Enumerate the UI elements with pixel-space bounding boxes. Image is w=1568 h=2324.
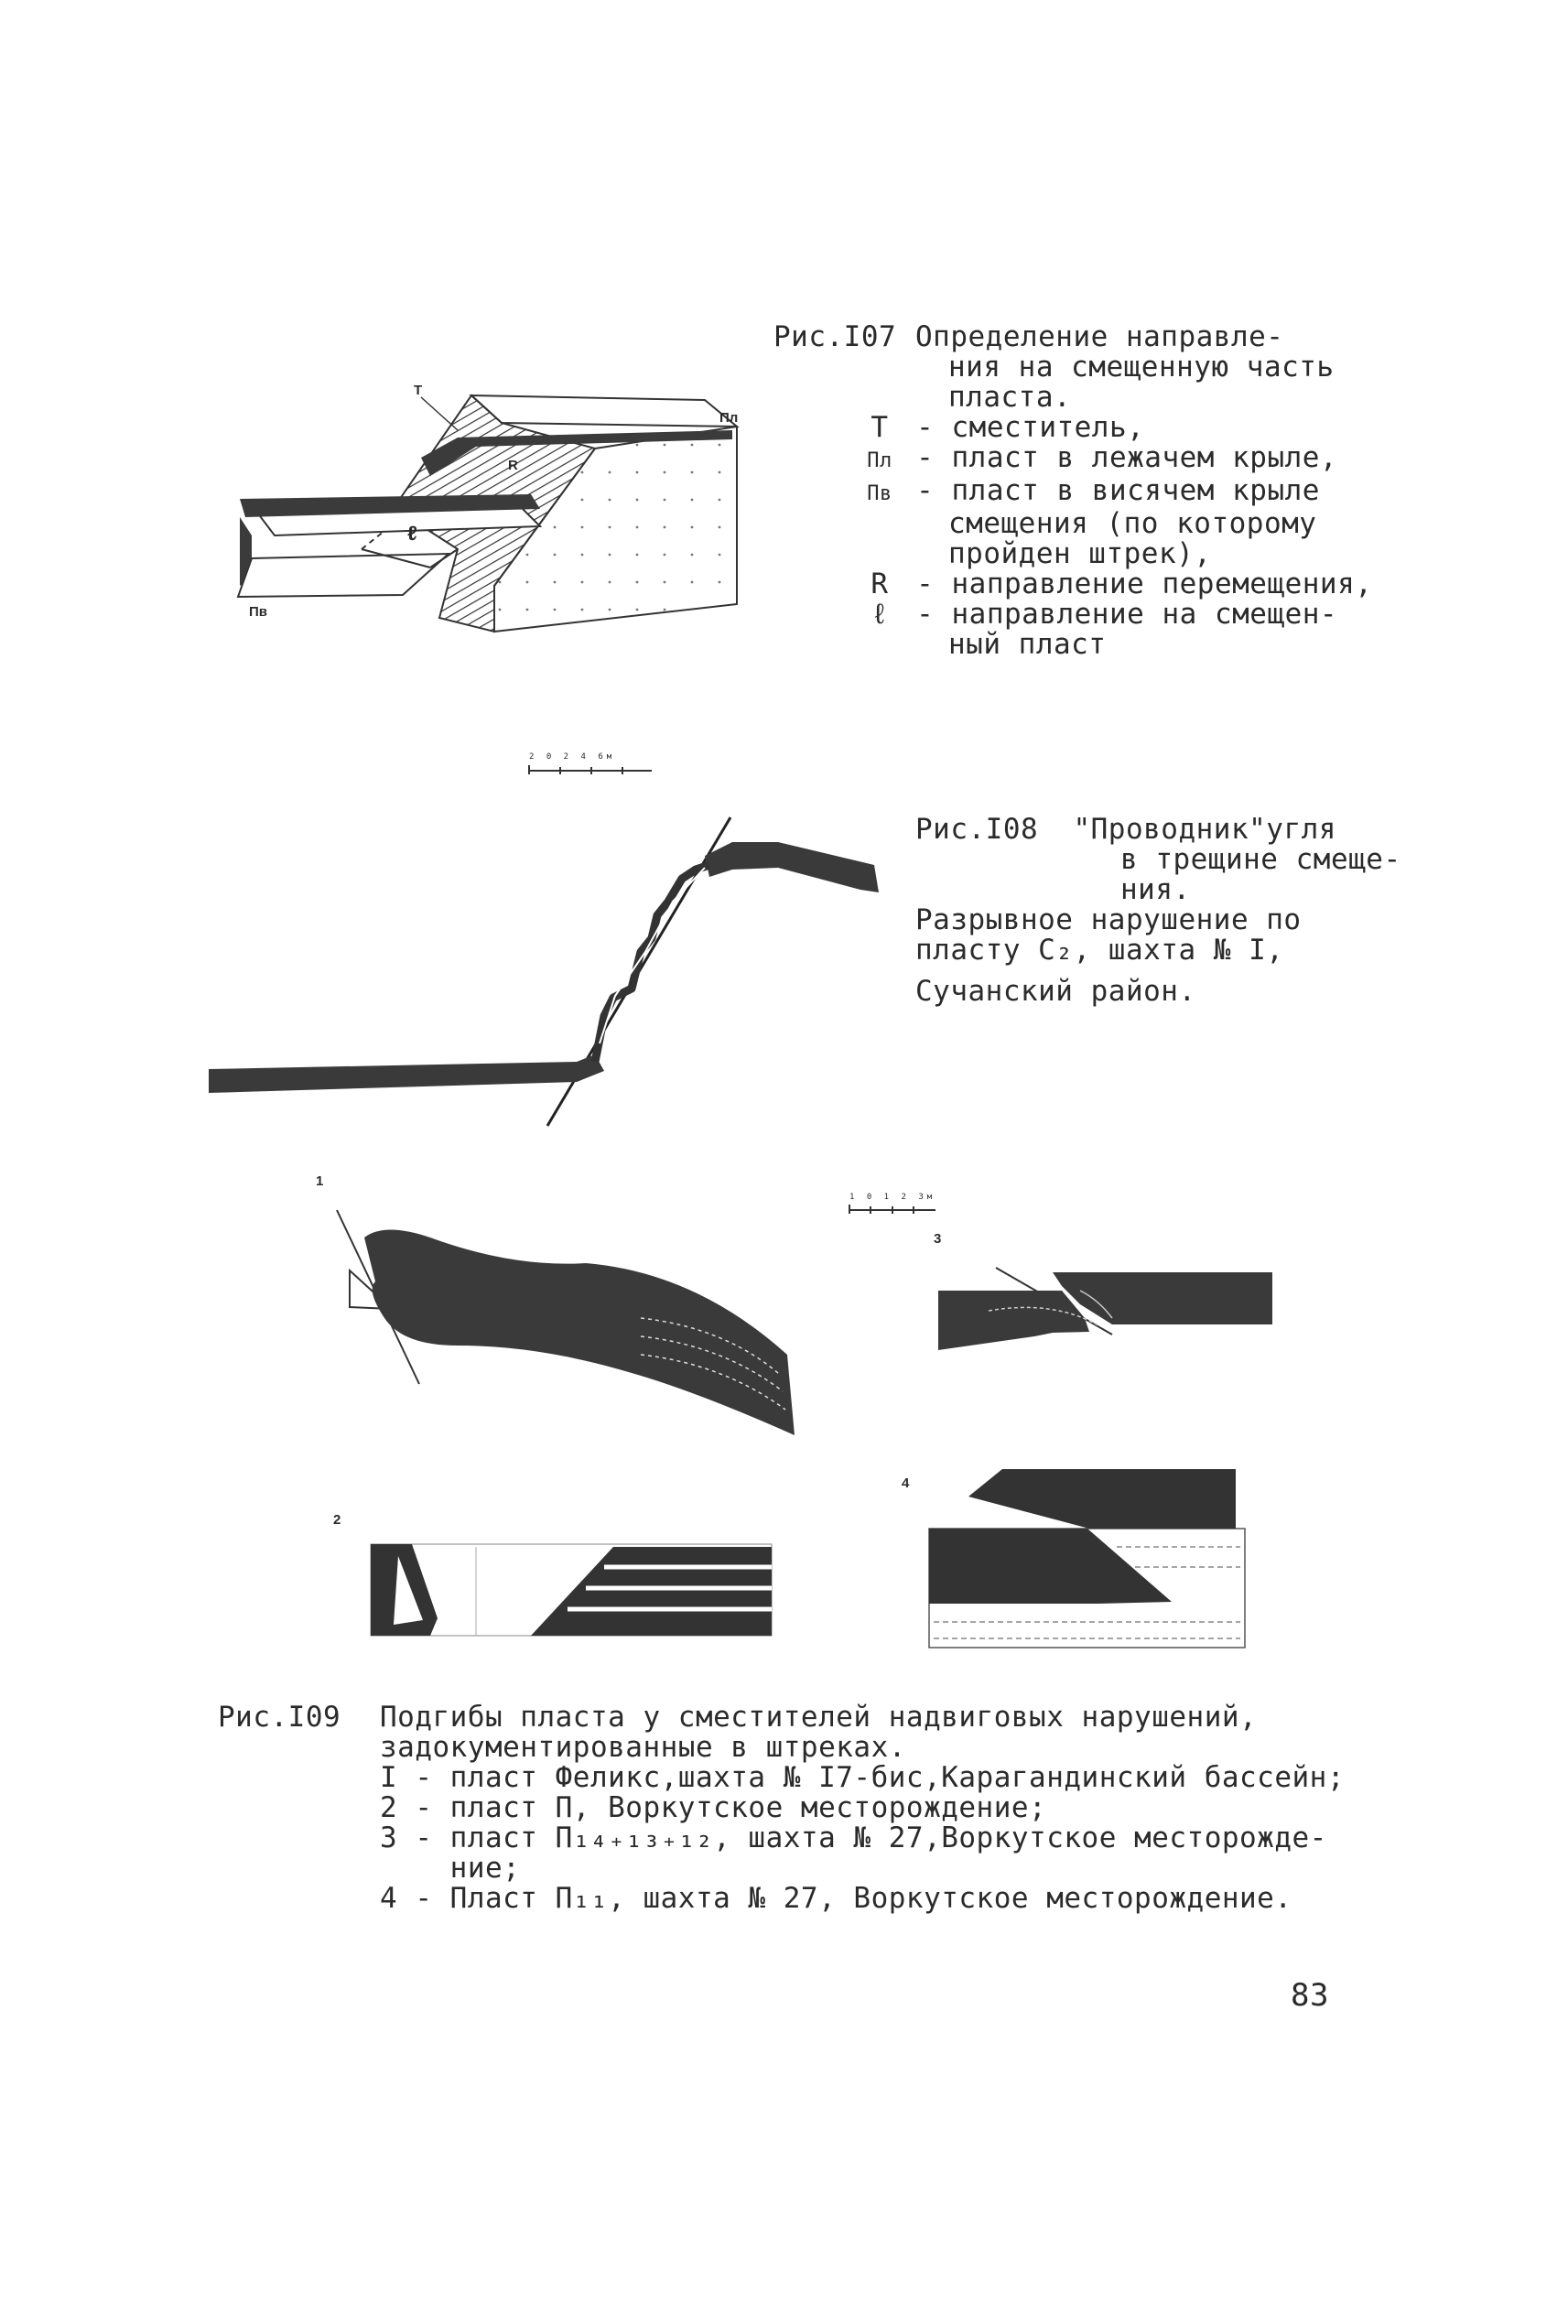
fig109-panel-3: [938, 1268, 1272, 1350]
fig108-caption-first: "Проводник"угля: [1073, 813, 1336, 846]
fig108-caption-line: Разрывное нарушение по: [915, 903, 1302, 936]
fig107-label-pv: Пв: [249, 604, 268, 620]
fig109-item: I - пласт Феликс,шахта № I7-бис,Карагандинский бассейн;: [380, 1761, 1345, 1794]
fig107-label-t: Т: [414, 383, 423, 398]
legend-row: Пл - пласт в лежачем крыле,: [860, 443, 1372, 476]
legend-symbol: ℓ: [871, 598, 889, 631]
fig107-caption-line: пласта.: [948, 381, 1072, 414]
legend-row: ℓ - направление на смещен-: [860, 600, 1372, 630]
legend-text: направление на смещен-: [951, 598, 1338, 631]
fig107-label-pl: Пл: [719, 410, 739, 426]
fig109-item: 2 - пласт П, Воркутское месторождение;: [380, 1791, 1047, 1824]
legend-symbol: R: [871, 567, 889, 600]
legend-text: смещения (по которому: [948, 507, 1317, 540]
fig109-caption-line: задокументированные в штреках.: [380, 1731, 906, 1764]
fig108-title: Рис.I08: [915, 813, 1039, 846]
fig109-item: 3 - пласт П₁₄₊₁₃₊₁₂, шахта № 27,Воркутское месторожде-: [380, 1821, 1327, 1854]
fig108-caption-line: ния.: [1120, 873, 1191, 906]
fig107-label-l: ℓ: [407, 522, 417, 545]
fig108-scale-text: 2 0 2 4 6м: [529, 752, 616, 762]
fig108-caption-line: в трещине смеще-: [1120, 843, 1401, 876]
legend-row: R - направление перемещения,: [860, 569, 1372, 600]
legend-symbol: Пв: [867, 482, 892, 505]
fig107-caption-line: ния на смещенную часть: [948, 351, 1335, 384]
legend-text: направление перемещения,: [951, 567, 1373, 600]
fig109-panel-label-2: 2: [333, 1512, 341, 1528]
fig109-caption: [380, 1702, 1345, 1914]
fig108-region: Сучанский район.: [915, 975, 1196, 1008]
legend-text: ный пласт: [948, 628, 1107, 661]
fig109-scale-text: 1 0 1 2 3м: [849, 1193, 936, 1202]
legend-symbol: Т: [871, 411, 889, 444]
fig109-panel-label-4: 4: [902, 1475, 910, 1491]
legend-symbol: Пл: [867, 449, 892, 472]
legend-row: Т - сместитель,: [860, 413, 1372, 443]
fig107-caption-line: Определение направле-: [915, 320, 1284, 353]
legend-text: пласт в лежачем крыле,: [951, 441, 1338, 474]
fig107-label-r: R: [508, 458, 518, 473]
fig108-seam-line: пласту С₂, шахта № I,: [915, 934, 1284, 967]
fig109-title: Рис.I09: [218, 1701, 341, 1734]
fig109-panel-4: [929, 1469, 1245, 1648]
fig109-item: ние;: [380, 1852, 521, 1885]
legend-text: пласт в висячем крыле: [951, 474, 1320, 507]
page-number: 83: [1291, 1977, 1329, 2014]
legend-text: пройден штрек),: [948, 537, 1212, 570]
fig109-panel-2: [371, 1544, 772, 1636]
fig109-panel-label-3: 3: [934, 1231, 942, 1247]
fig109-caption-line: Подгибы пласта у сместителей надвиговых нарушений,: [380, 1701, 1258, 1734]
fig109-item: 4 - Пласт П₁₁, шахта № 27, Воркутское месторождение.: [380, 1882, 1292, 1915]
legend-text: сместитель,: [951, 411, 1145, 444]
fig107-title: Рис.I07: [773, 320, 897, 353]
fig109-panel-label-1: 1: [316, 1173, 324, 1189]
legend-row: Пв - пласт в висячем крыле: [860, 476, 1372, 509]
fig109-panel-1: [337, 1210, 795, 1435]
